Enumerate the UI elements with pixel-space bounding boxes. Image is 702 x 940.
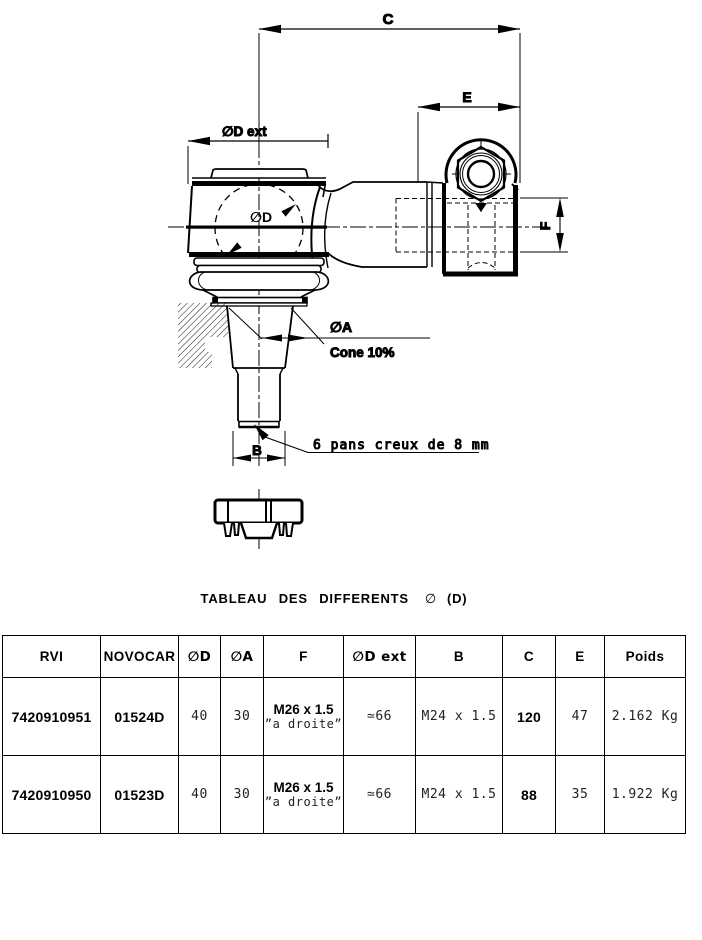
cell-a: 30 bbox=[221, 678, 264, 756]
wall-section-hatch bbox=[178, 303, 228, 368]
dim-label-e: E bbox=[462, 89, 472, 105]
table-title-text: TABLEAU DES DIFFERENTS bbox=[200, 591, 409, 606]
cell-d-ext: ≃66 bbox=[344, 678, 416, 756]
cell-poids: 2.162 Kg bbox=[605, 678, 686, 756]
col-header-e: E bbox=[556, 636, 605, 678]
centerlines bbox=[168, 33, 548, 549]
table-row bbox=[3, 756, 686, 834]
hex-note-text: 6 pans creux de 8 mm bbox=[313, 438, 490, 453]
cell-c: 88 bbox=[503, 756, 556, 834]
col-header-b: B bbox=[416, 636, 503, 678]
dimension-f bbox=[520, 198, 568, 252]
cell-e: 47 bbox=[556, 678, 605, 756]
dim-label-d: ∅D bbox=[250, 209, 273, 225]
cell-e: 35 bbox=[556, 756, 605, 834]
nut-boss bbox=[456, 147, 506, 212]
cell-c: 120 bbox=[503, 678, 556, 756]
table-title bbox=[0, 591, 668, 607]
rubber-boot bbox=[190, 258, 329, 306]
col-header-a: ∅A bbox=[221, 636, 264, 678]
cell-f bbox=[264, 678, 344, 756]
col-header-c: C bbox=[503, 636, 556, 678]
dim-label-c: C bbox=[382, 11, 394, 28]
cell-rvi: 7420910950 bbox=[3, 756, 101, 834]
col-header-f: F bbox=[264, 636, 344, 678]
header-row bbox=[3, 636, 686, 678]
thread-spec: M26 x 1.5 bbox=[273, 702, 334, 717]
thread-direction: ”a droite” bbox=[264, 795, 343, 809]
cell-f bbox=[264, 756, 344, 834]
cell-d: 40 bbox=[179, 678, 221, 756]
col-header-d: ∅D bbox=[179, 636, 221, 678]
bottom-view bbox=[215, 500, 302, 538]
cell-b: M24 x 1.5 bbox=[416, 756, 503, 834]
cell-novocar: 01524D bbox=[101, 678, 179, 756]
thread-direction: ”a droite” bbox=[264, 717, 343, 731]
cell-d: 40 bbox=[179, 756, 221, 834]
col-header-poids: Poids bbox=[605, 636, 686, 678]
col-header-novocar: NOVOCAR bbox=[101, 636, 179, 678]
dim-label-d-ext: ∅D ext bbox=[222, 124, 267, 139]
hex-socket-note bbox=[254, 424, 490, 453]
thread-spec: M26 x 1.5 bbox=[273, 780, 334, 795]
dim-label-a: ∅A bbox=[330, 319, 353, 335]
cell-d-ext: ≃66 bbox=[344, 756, 416, 834]
table-title-suffix: (D) bbox=[446, 591, 468, 606]
cell-b: M24 x 1.5 bbox=[416, 678, 503, 756]
col-header-rvi: RVI bbox=[3, 636, 101, 678]
dim-label-f: F bbox=[537, 221, 553, 231]
diameter-symbol: ∅ bbox=[424, 592, 437, 607]
col-header-d-ext: ∅D ext bbox=[344, 636, 416, 678]
cell-rvi: 7420910951 bbox=[3, 678, 101, 756]
tapered-stud bbox=[227, 306, 293, 427]
table-row bbox=[3, 678, 686, 756]
cone-label: Cone 10% bbox=[330, 345, 395, 360]
cell-poids: 1.922 Kg bbox=[605, 756, 686, 834]
dim-label-b: B bbox=[252, 443, 262, 458]
cell-a: 30 bbox=[221, 756, 264, 834]
spec-table bbox=[2, 635, 686, 834]
cell-novocar: 01523D bbox=[101, 756, 179, 834]
